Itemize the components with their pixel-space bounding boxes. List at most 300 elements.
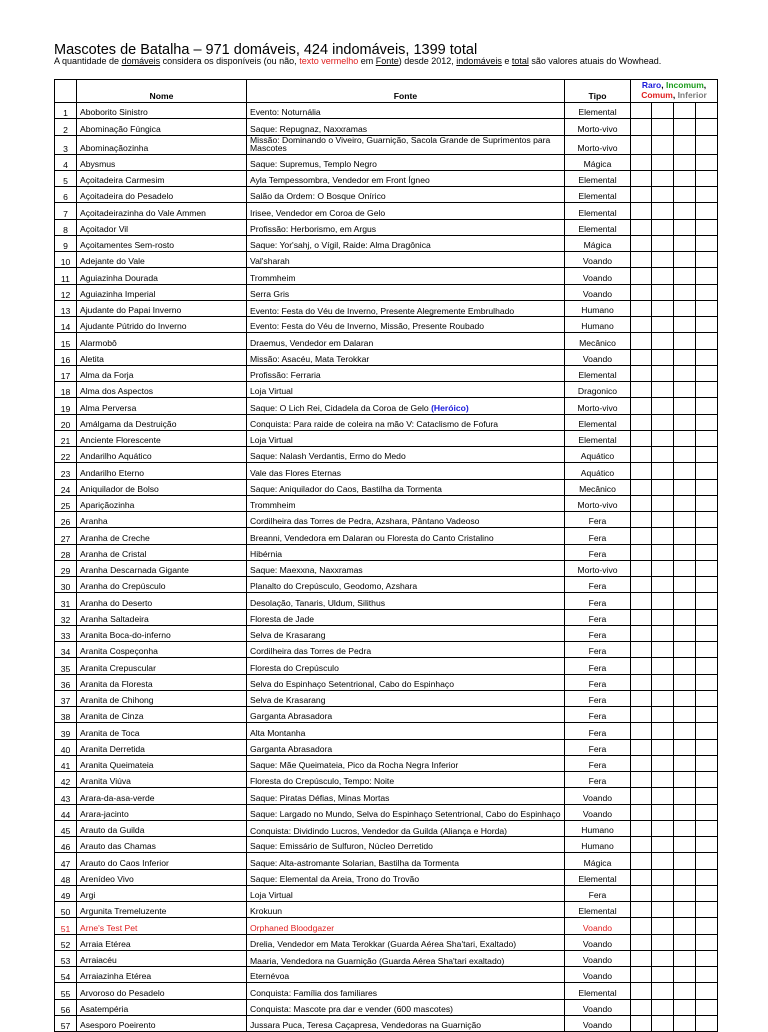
- checkbox-inferior: [696, 135, 718, 154]
- pet-type: [565, 577, 631, 593]
- pet-source: [247, 707, 565, 723]
- checkbox-inferior: [696, 609, 718, 625]
- table-row: [55, 577, 718, 593]
- table-row: [55, 135, 718, 154]
- checkbox-inferior: [696, 154, 718, 170]
- pet-source: [247, 609, 565, 625]
- checkbox-inferior: [696, 203, 718, 219]
- row-number: [55, 187, 77, 203]
- pet-name: [77, 837, 247, 853]
- table-row: [55, 284, 718, 300]
- pet-type-text: Voando: [582, 353, 613, 364]
- pet-type: [565, 382, 631, 398]
- table-row: [55, 512, 718, 528]
- pet-source: [247, 625, 565, 641]
- row-number-text: 24: [60, 484, 71, 495]
- checkbox-inferior: [696, 479, 718, 495]
- checkbox-comum: [674, 203, 696, 219]
- pet-type-text: Elemental: [578, 370, 617, 380]
- pet-name: [77, 593, 247, 609]
- checkbox-raro: [631, 609, 652, 625]
- checkbox-comum: [674, 869, 696, 885]
- pet-name-text: Aranha de Cristal: [80, 548, 147, 559]
- pet-type-text: Elemental: [578, 207, 617, 218]
- pet-source-text: Jussara Puca, Teresa Caçapresa, Vendedoras na Guarnição: [250, 1020, 482, 1030]
- pet-type-text: Fera: [588, 516, 607, 527]
- pet-name-text: Aranita de Cinza: [80, 711, 144, 722]
- checkbox-raro: [631, 755, 652, 771]
- pet-name-text: Arauto da Guilda: [80, 825, 145, 835]
- pet-type-text: Fera: [588, 890, 607, 900]
- pet-type-text: Fera: [588, 678, 607, 689]
- checkbox-comum: [674, 349, 696, 365]
- checkbox-comum: [674, 999, 696, 1015]
- pet-name: [77, 512, 247, 528]
- row-number-text: 51: [60, 923, 71, 934]
- pet-name: [77, 577, 247, 593]
- pet-type: [565, 300, 631, 316]
- checkbox-incomum: [652, 837, 674, 853]
- row-number-text: 9: [63, 241, 68, 251]
- checkbox-raro: [631, 349, 652, 365]
- pet-source-text: Serra Gris: [250, 288, 290, 299]
- checkbox-comum: [674, 430, 696, 446]
- pet-name-text: Asatempéria: [80, 1003, 129, 1014]
- pet-name-text: Aranita Crepuscular: [80, 662, 156, 673]
- checkbox-comum: [674, 934, 696, 950]
- checkbox-raro: [631, 479, 652, 495]
- row-number: [55, 349, 77, 365]
- row-number: [55, 902, 77, 918]
- pet-source: [247, 203, 565, 219]
- checkbox-raro: [631, 119, 652, 135]
- checkbox-incomum: [652, 707, 674, 723]
- checkbox-inferior: [696, 918, 718, 934]
- pet-type: [565, 804, 631, 820]
- pet-source: [247, 755, 565, 771]
- pet-source-text: Selva de Krasarang: [250, 695, 326, 705]
- pet-source: [247, 788, 565, 804]
- subtitle-red-text: texto vermelho: [299, 56, 359, 66]
- pet-type-text: Fera: [588, 532, 607, 543]
- pet-type: [565, 837, 631, 853]
- pet-name-text: Andarilho Eterno: [80, 467, 145, 478]
- pet-name-text: Aranita Derretida: [80, 743, 145, 754]
- pet-type-text: Voando: [582, 922, 613, 933]
- pet-name-text: Aletita: [80, 353, 104, 364]
- checkbox-incomum: [652, 804, 674, 820]
- row-number: [55, 723, 77, 739]
- checkbox-raro: [631, 544, 652, 560]
- checkbox-inferior: [696, 772, 718, 788]
- pet-type: [565, 950, 631, 966]
- row-number-text: 31: [60, 598, 71, 609]
- row-number-text: 35: [60, 663, 71, 674]
- checkbox-raro: [631, 1015, 652, 1031]
- checkbox-comum: [674, 119, 696, 135]
- pet-name-text: Açoitador Vil: [80, 223, 129, 234]
- pet-source-text: Conquista: Família dos familiares: [250, 987, 378, 998]
- pet-source: [247, 544, 565, 560]
- row-number: [55, 999, 77, 1015]
- pet-source: [247, 479, 565, 495]
- pet-name-text: Aranha Saltadeira: [80, 613, 149, 624]
- pet-source: [247, 950, 565, 966]
- table-row: [55, 593, 718, 609]
- pet-type-text: Mágica: [583, 158, 612, 169]
- pet-source-text: Selva de Krasarang: [250, 630, 326, 640]
- pet-type-text: Morto-vivo: [577, 142, 618, 153]
- checkbox-incomum: [652, 950, 674, 966]
- checkbox-incomum: [652, 999, 674, 1015]
- row-number: [55, 135, 77, 154]
- pet-name-text: Alma dos Aspectos: [80, 386, 154, 397]
- checkbox-inferior: [696, 495, 718, 511]
- pet-name: [77, 284, 247, 300]
- checkbox-raro: [631, 690, 652, 706]
- row-number: [55, 447, 77, 463]
- pet-source-text: Irisee, Vendedor em Coroa de Gelo: [250, 207, 386, 218]
- row-number: [55, 414, 77, 430]
- table-row: [55, 625, 718, 641]
- pet-name: [77, 788, 247, 804]
- table-row: [55, 658, 718, 674]
- pet-type-text: Voando: [582, 792, 613, 803]
- pet-type-text: Fera: [588, 695, 607, 705]
- row-number-text: 54: [60, 972, 71, 983]
- page-title: Mascotes de Batalha – 971 domáveis, 424 indomáveis, 1399 total: [54, 42, 478, 58]
- checkbox-comum: [674, 317, 696, 333]
- checkbox-inferior: [696, 119, 718, 135]
- checkbox-comum: [674, 170, 696, 186]
- pet-type: [565, 593, 631, 609]
- checkbox-raro: [631, 414, 652, 430]
- checkbox-incomum: [652, 154, 674, 170]
- checkbox-comum: [674, 479, 696, 495]
- checkbox-comum: [674, 252, 696, 268]
- pet-name: [77, 999, 247, 1015]
- table-row: [55, 154, 718, 170]
- pet-name-text: Ajudante Pútrido do Inverno: [80, 321, 187, 332]
- pet-source: [247, 934, 565, 950]
- checkbox-inferior: [696, 983, 718, 999]
- row-number-text: 48: [60, 874, 71, 885]
- table-row: [55, 560, 718, 576]
- row-number-text: 45: [60, 826, 71, 836]
- pet-name: [77, 723, 247, 739]
- pet-source-text: Loja Virtual: [250, 386, 293, 397]
- row-number-text: 13: [60, 306, 71, 316]
- pet-name-text: Adejante do Vale: [80, 256, 145, 267]
- pet-source-text: Planalto do Crepúsculo, Geodomo, Azshara: [250, 581, 418, 592]
- row-number: [55, 983, 77, 999]
- col-header-tipo: Tipo: [565, 80, 631, 103]
- pet-type-text: Voando: [582, 808, 613, 819]
- checkbox-comum: [674, 885, 696, 901]
- checkbox-inferior: [696, 934, 718, 950]
- table-row: [55, 479, 718, 495]
- checkbox-comum: [674, 154, 696, 170]
- pet-source-text: Missão: Dominando o Viveiro, Guarnição, Sacola Grande de Suprimentos para Mascotes: [250, 135, 551, 153]
- pet-type: [565, 885, 631, 901]
- row-number-text: 39: [60, 728, 71, 739]
- pet-type-text: Fera: [588, 760, 607, 770]
- row-number-text: 38: [60, 712, 71, 723]
- pet-type-text: Fera: [588, 711, 607, 722]
- checkbox-incomum: [652, 885, 674, 901]
- table-row: [55, 674, 718, 690]
- row-number-text: 34: [60, 647, 71, 658]
- checkbox-comum: [674, 967, 696, 983]
- pet-name: [77, 934, 247, 950]
- pet-type-text: Voando: [582, 272, 613, 283]
- pet-name-text: Aranita Viúva: [80, 776, 131, 787]
- checkbox-comum: [674, 268, 696, 284]
- pet-source: [247, 154, 565, 170]
- pet-name: [77, 642, 247, 658]
- pet-source-text: Saque: Aniquilador do Caos, Bastilha da Tormenta: [250, 483, 442, 494]
- row-number-text: 6: [63, 192, 68, 203]
- pet-name-text: Aranha Descarnada Gigante: [80, 565, 189, 575]
- pet-source: [247, 135, 565, 154]
- checkbox-incomum: [652, 382, 674, 398]
- pet-name-text: Apariçãozinha: [80, 500, 135, 510]
- checkbox-incomum: [652, 658, 674, 674]
- row-number: [55, 788, 77, 804]
- checkbox-comum: [674, 642, 696, 658]
- checkbox-raro: [631, 382, 652, 398]
- pet-type: [565, 203, 631, 219]
- pet-source: [247, 739, 565, 755]
- checkbox-raro: [631, 723, 652, 739]
- row-number-text: 15: [60, 338, 71, 349]
- row-number: [55, 967, 77, 983]
- checkbox-incomum: [652, 103, 674, 119]
- table-row: [55, 609, 718, 625]
- pet-source-text: Cordilheira das Torres de Pedra: [250, 646, 372, 657]
- checkbox-comum: [674, 707, 696, 723]
- pet-source-text: Saque: Largado no Mundo, Selva do Espinhaço Setentrional, Cabo do Espinhaço: [250, 809, 561, 820]
- pet-source: [247, 820, 565, 836]
- row-number: [55, 707, 77, 723]
- pet-type: [565, 365, 631, 381]
- checkbox-comum: [674, 788, 696, 804]
- pet-type-text: Mecânico: [579, 337, 616, 348]
- pet-source-text: Salão da Ordem: O Bosque Onírico: [250, 191, 386, 202]
- pet-name-text: Açoitamentes Sem-rosto: [80, 240, 175, 250]
- pet-type: [565, 252, 631, 268]
- pet-source-text: Alta Montanha: [250, 727, 306, 738]
- pet-type-text: Fera: [588, 548, 607, 559]
- checkbox-incomum: [652, 512, 674, 528]
- table-row: [55, 707, 718, 723]
- table-row: [55, 772, 718, 788]
- pet-source-text: Saque: Emissário de Sulfuron, Núcleo Derretido: [250, 841, 433, 852]
- checkbox-incomum: [652, 300, 674, 316]
- row-number-text: 8: [63, 224, 68, 235]
- pet-source-text: Ayla Tempessombra, Vendedor em Front Ígneo: [250, 175, 430, 185]
- pet-source-text: Floresta de Jade: [250, 613, 315, 624]
- pet-source: [247, 837, 565, 853]
- checkbox-incomum: [652, 674, 674, 690]
- subtitle-text: em: [358, 56, 376, 66]
- pet-type: [565, 544, 631, 560]
- checkbox-raro: [631, 300, 652, 316]
- row-number: [55, 853, 77, 869]
- row-number: [55, 560, 77, 576]
- row-number-text: 20: [60, 419, 71, 430]
- row-number: [55, 203, 77, 219]
- checkbox-comum: [674, 983, 696, 999]
- pet-name-text: Aranita de Chihong: [80, 695, 154, 705]
- row-number: [55, 300, 77, 316]
- row-number: [55, 772, 77, 788]
- row-number: [55, 674, 77, 690]
- checkbox-incomum: [652, 235, 674, 251]
- checkbox-incomum: [652, 918, 674, 934]
- pet-name: [77, 674, 247, 690]
- row-number-text: 5: [63, 176, 68, 186]
- checkbox-raro: [631, 772, 652, 788]
- pet-type: [565, 788, 631, 804]
- table-row: [55, 869, 718, 885]
- pet-source: [247, 593, 565, 609]
- checkbox-inferior: [696, 398, 718, 414]
- checkbox-inferior: [696, 1015, 718, 1031]
- subtitle-indomaveis: indomáveis: [456, 56, 502, 66]
- checkbox-inferior: [696, 755, 718, 771]
- row-number-text: 52: [60, 939, 71, 950]
- checkbox-incomum: [652, 772, 674, 788]
- row-number: [55, 934, 77, 950]
- pet-type: [565, 967, 631, 983]
- pet-type: [565, 463, 631, 479]
- checkbox-raro: [631, 252, 652, 268]
- pet-name-text: Aranita Boca-do-inferno: [80, 630, 171, 640]
- checkbox-raro: [631, 512, 652, 528]
- checkbox-comum: [674, 560, 696, 576]
- pet-source: [247, 577, 565, 593]
- pet-name: [77, 430, 247, 446]
- pet-type-text: Elemental: [578, 191, 617, 202]
- pet-type-text: Morto-vivo: [577, 500, 618, 510]
- checkbox-incomum: [652, 479, 674, 495]
- pet-type: [565, 918, 631, 934]
- row-number-text: 47: [60, 858, 71, 869]
- checkbox-raro: [631, 885, 652, 901]
- pet-type: [565, 447, 631, 463]
- checkbox-raro: [631, 658, 652, 674]
- row-number: [55, 170, 77, 186]
- checkbox-incomum: [652, 853, 674, 869]
- pet-source-text: Garganta Abrasadora: [250, 711, 333, 722]
- pet-type: [565, 674, 631, 690]
- pet-type-text: Morto-vivo: [577, 565, 618, 575]
- row-number: [55, 593, 77, 609]
- pet-name: [77, 967, 247, 983]
- row-number-text: 27: [60, 533, 71, 544]
- pet-type: [565, 495, 631, 511]
- table-row: [55, 333, 718, 349]
- pet-name: [77, 918, 247, 934]
- row-number-text: 10: [60, 257, 71, 268]
- checkbox-incomum: [652, 187, 674, 203]
- table-row: [55, 430, 718, 446]
- checkbox-comum: [674, 902, 696, 918]
- pet-source: [247, 170, 565, 186]
- pet-name: [77, 902, 247, 918]
- pet-source-text: Floresta do Crepúsculo, Tempo: Noite: [250, 776, 395, 787]
- pet-type-text: Fera: [588, 776, 607, 787]
- row-number: [55, 333, 77, 349]
- row-number-text: 22: [60, 452, 71, 463]
- row-number: [55, 219, 77, 235]
- pet-source: [247, 902, 565, 918]
- checkbox-comum: [674, 658, 696, 674]
- pet-source: [247, 642, 565, 658]
- row-number-text: 2: [63, 124, 68, 135]
- row-number-text: 46: [60, 842, 71, 853]
- pet-name-text: Aranha: [80, 516, 108, 527]
- row-number-text: 36: [60, 679, 71, 690]
- checkbox-raro: [631, 219, 652, 235]
- checkbox-inferior: [696, 333, 718, 349]
- pet-source-text: Garganta Abrasadora: [250, 743, 333, 754]
- checkbox-comum: [674, 690, 696, 706]
- pet-name-text: Aguiazinha Imperial: [80, 288, 156, 299]
- checkbox-raro: [631, 154, 652, 170]
- checkbox-inferior: [696, 788, 718, 804]
- row-number: [55, 365, 77, 381]
- pet-name-text: Anciente Florescente: [80, 435, 161, 445]
- pet-source-text: Krokuun: [250, 906, 283, 917]
- pet-source-text: Trommheim: [250, 272, 296, 283]
- pet-name-text: Alma Perversa: [80, 402, 137, 413]
- pet-name-text: Amálgama da Destruição: [80, 418, 177, 429]
- pet-name: [77, 690, 247, 706]
- pet-source: [247, 983, 565, 999]
- checkbox-raro: [631, 430, 652, 446]
- pet-type-text: Fera: [588, 630, 607, 640]
- pet-source-text: Trommheim: [250, 500, 296, 510]
- pet-type: [565, 187, 631, 203]
- pet-source-text: Breanni, Vendedora em Dalaran ou Floresta do Canto Cristalino: [250, 532, 494, 543]
- pet-source-text: Missão: Asacéu, Mata Terokkar: [250, 353, 370, 364]
- checkbox-inferior: [696, 999, 718, 1015]
- pet-name: [77, 219, 247, 235]
- pet-type-text: Mágica: [583, 240, 612, 250]
- pet-source-text: Drelia, Vendedor em Mata Terokkar (Guarda Aérea Sha'tari, Exaltado): [250, 939, 517, 950]
- checkbox-raro: [631, 170, 652, 186]
- pet-name-text: Aranha do Crepúsculo: [80, 581, 166, 592]
- checkbox-inferior: [696, 853, 718, 869]
- checkbox-incomum: [652, 869, 674, 885]
- pet-source: [247, 284, 565, 300]
- checkbox-raro: [631, 967, 652, 983]
- pet-type: [565, 284, 631, 300]
- legend-comum: Comum: [641, 89, 673, 100]
- pet-type-text: Elemental: [578, 418, 617, 429]
- row-number-text: 21: [60, 436, 71, 446]
- checkbox-incomum: [652, 203, 674, 219]
- pet-name: [77, 187, 247, 203]
- pet-type: [565, 723, 631, 739]
- pet-type: [565, 317, 631, 333]
- pet-name-text: Aranita de Toca: [80, 727, 140, 738]
- pet-type: [565, 479, 631, 495]
- table-row: [55, 885, 718, 901]
- checkbox-incomum: [652, 609, 674, 625]
